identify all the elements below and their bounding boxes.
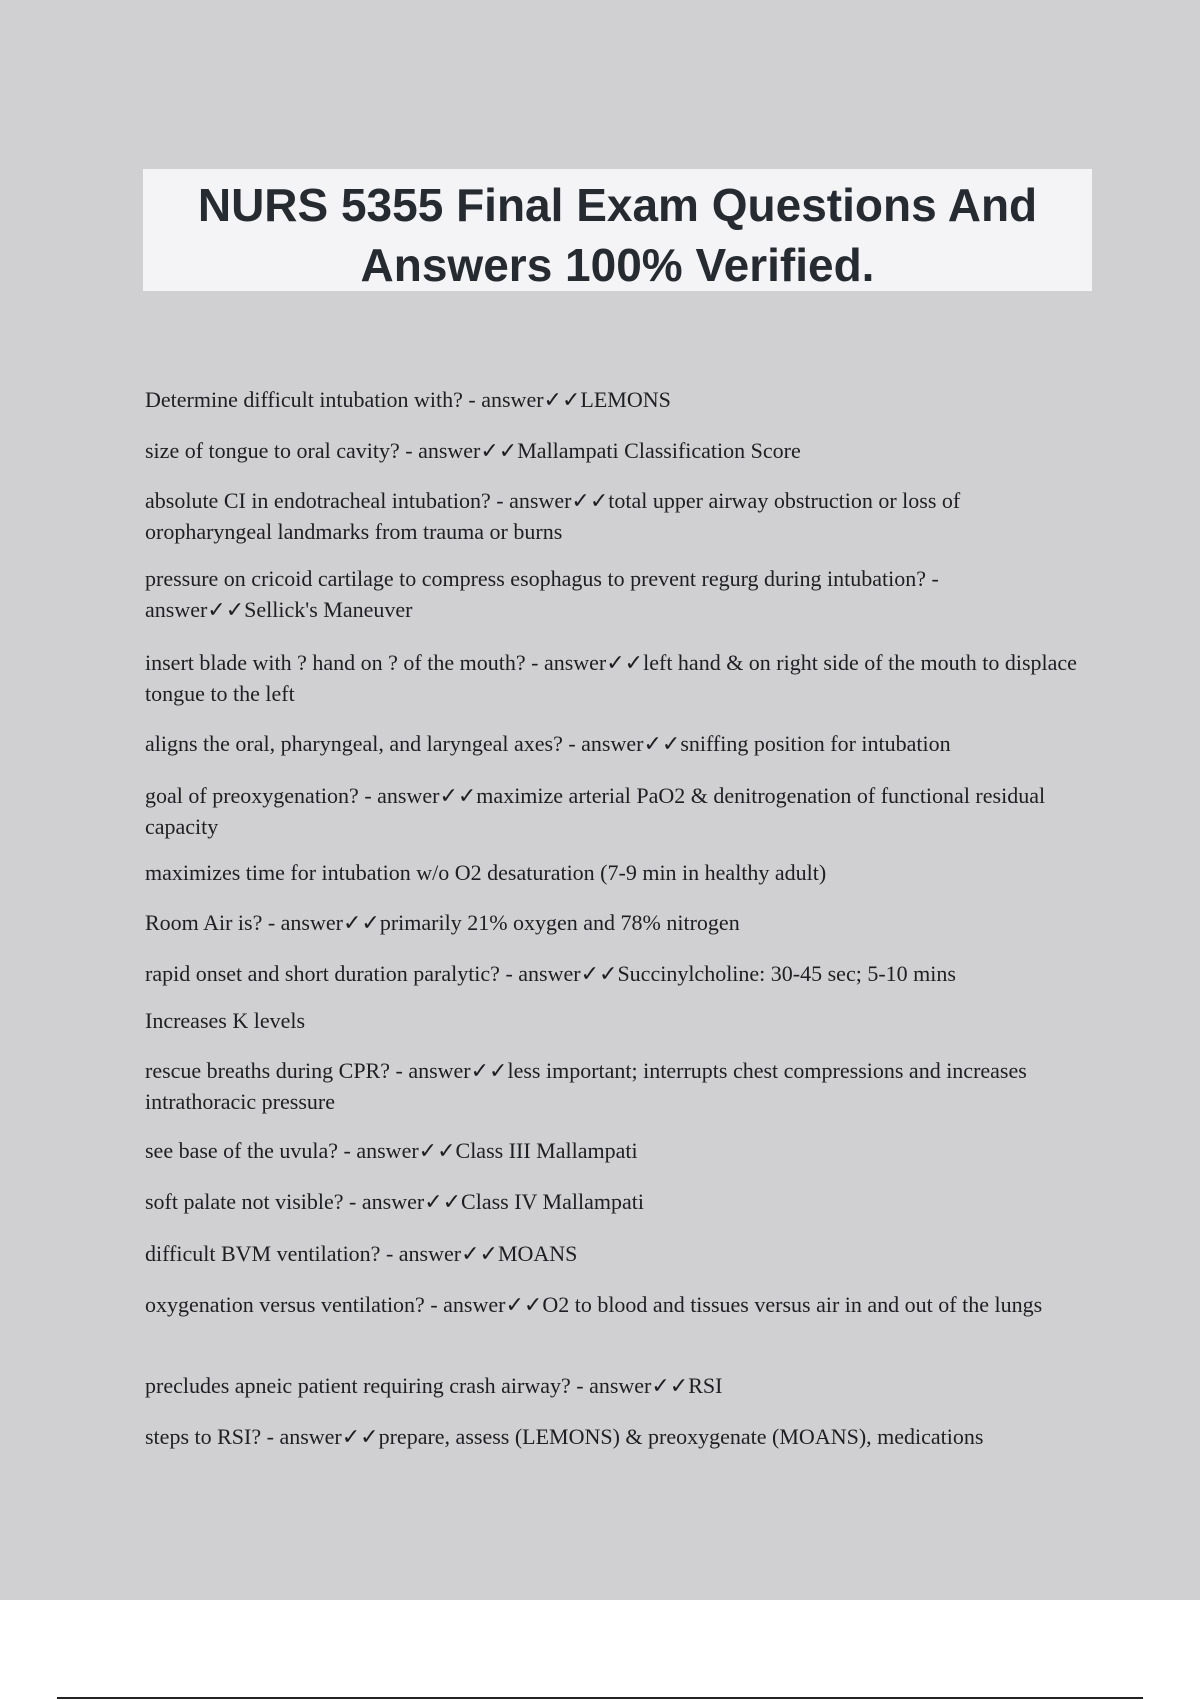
- qa-item: oxygenation versus ventilation? - answer✓✓O2 to blood and tissues versus air in and out of the lungs: [145, 1292, 1043, 1317]
- title-line-2: Answers 100% Verified.: [360, 239, 875, 291]
- qa-item: aligns the oral, pharyngeal, and laryngeal axes? - answer✓✓sniffing position for intubation: [145, 731, 951, 756]
- qa-item: see base of the uvula? - answer✓✓Class III Mallampati: [145, 1138, 638, 1163]
- qa-item: insert blade with ? hand on ? of the mouth? - answer✓✓left hand & on right side of the mouth to displace tongue to the left: [145, 650, 1077, 706]
- footer-divider: [57, 1697, 1143, 1699]
- qa-item: rapid onset and short duration paralytic? - answer✓✓Succinylcholine: 30-45 sec; 5-10 mins: [145, 961, 956, 986]
- document-title: [143, 175, 1092, 295]
- qa-item: steps to RSI? - answer✓✓prepare, assess (LEMONS) & preoxygenate (MOANS), medications: [145, 1424, 984, 1449]
- title-line-1: NURS 5355 Final Exam Questions And: [197, 179, 1038, 231]
- qa-item: maximizes time for intubation w/o O2 desaturation (7-9 min in healthy adult): [145, 860, 827, 885]
- qa-item: rescue breaths during CPR? - answer✓✓less important; interrupts chest compressions and increases intrathoracic pressure: [145, 1058, 1027, 1114]
- qa-item: soft palate not visible? - answer✓✓Class IV Mallampati: [145, 1189, 644, 1214]
- qa-item: precludes apneic patient requiring crash airway? - answer✓✓RSI: [145, 1373, 723, 1398]
- qa-item: Determine difficult intubation with? - answer✓✓LEMONS: [145, 387, 671, 412]
- qa-item: Room Air is? - answer✓✓primarily 21% oxygen and 78% nitrogen: [145, 910, 740, 935]
- title-banner: [143, 169, 1092, 291]
- qa-item: size of tongue to oral cavity? - answer✓✓Mallampati Classification Score: [145, 438, 801, 463]
- qa-item: absolute CI in endotracheal intubation? - answer✓✓total upper airway obstruction or loss of oropharyngeal landmarks from trauma or burns: [145, 488, 961, 544]
- qa-item: difficult BVM ventilation? - answer✓✓MOANS: [145, 1241, 578, 1266]
- qa-item: pressure on cricoid cartilage to compress esophagus to prevent regurg during intubation? - answer✓✓Sellick's Maneuver: [145, 566, 939, 622]
- qa-item: goal of preoxygenation? - answer✓✓maximize arterial PaO2 & denitrogenation of functional residual capacity: [145, 783, 1046, 839]
- qa-item: Increases K levels: [145, 1008, 306, 1033]
